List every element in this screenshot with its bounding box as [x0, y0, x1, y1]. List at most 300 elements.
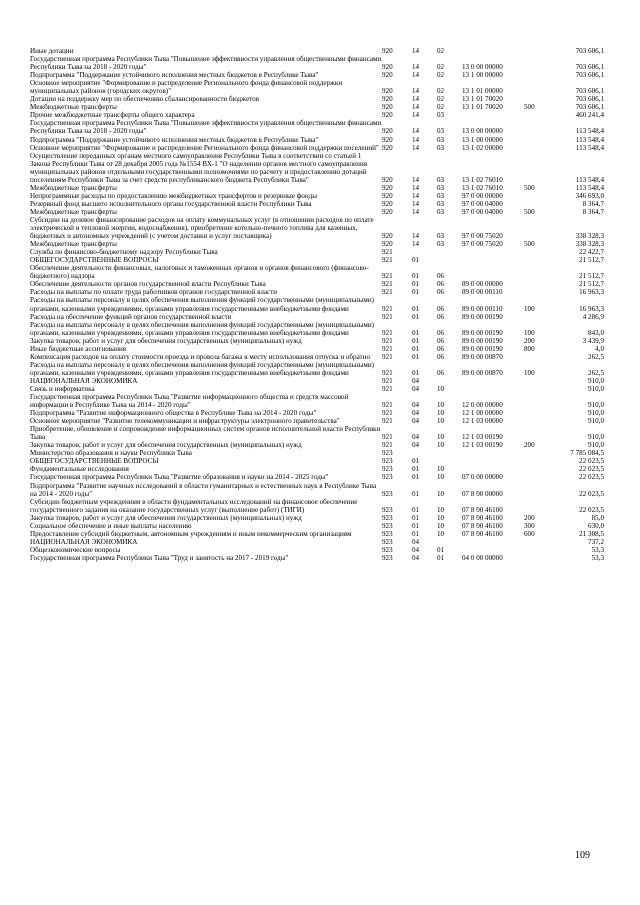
table-row: [30, 200, 604, 208]
row-target-article: [462, 256, 524, 264]
row-amount: 85,0: [591, 513, 604, 522]
row-section-code: 01: [412, 505, 420, 514]
table-row: [30, 377, 604, 385]
row-subsection-code: 03: [437, 191, 445, 200]
row-ved-code: 923: [382, 505, 393, 514]
table-row: [30, 337, 604, 345]
row-ved-code: 921: [382, 384, 393, 393]
row-target-article: 89 0 00 00000: [462, 280, 503, 289]
row-subsection-code: 06: [437, 272, 445, 281]
row-name: Межбюджетные трансферты: [30, 103, 117, 112]
row-expense-type: 200: [524, 336, 535, 345]
table-row: [30, 240, 604, 248]
row-target-article: 89 0 00 00870: [462, 368, 503, 377]
row-expense-type: [524, 473, 554, 481]
row-section-code: 01: [412, 256, 420, 265]
row-subsection-code: 06: [437, 288, 445, 297]
row-subsection-code: 02: [437, 103, 445, 112]
table-row: [30, 321, 604, 337]
row-target-article: [462, 449, 524, 457]
row-amount: 910,0: [588, 401, 604, 410]
row-section-code: 04: [412, 545, 420, 554]
table-row: [30, 361, 604, 377]
table-row: [30, 530, 604, 538]
row-ved-code: 920: [382, 71, 393, 80]
row-subsection-code: 10: [437, 433, 445, 442]
row-section-code: 14: [412, 191, 420, 200]
row-section-code: 01: [412, 513, 420, 522]
row-target-article: [462, 465, 524, 473]
row-section-code: 01: [412, 521, 420, 530]
row-amount: 21 512,7: [579, 280, 604, 289]
row-amount: 910,0: [588, 417, 604, 426]
table-row: [30, 144, 604, 152]
row-target-article: 12 1 03 00000: [462, 417, 503, 426]
row-subsection-code: [437, 538, 462, 546]
row-name: Закупка товаров, работ и услуг для обеспечения государственных (муниципальных) нужд: [30, 441, 302, 450]
row-ved-code: 920: [382, 63, 393, 72]
row-section-code: [412, 248, 437, 256]
table-row: [30, 522, 604, 530]
row-ved-code: 923: [382, 473, 393, 482]
row-name: НАЦИОНАЛЬНАЯ ЭКОНОМИКА: [30, 537, 138, 546]
row-target-article: 89 0 00 00870: [462, 352, 503, 361]
row-section-code: 01: [412, 473, 420, 482]
row-subsection-code: [437, 457, 462, 465]
row-ved-code: 921: [382, 368, 393, 377]
row-expense-type: [524, 264, 554, 280]
row-target-article: 07 8 00 46100: [462, 513, 503, 522]
row-target-article: 97 0 00 75020: [462, 232, 503, 241]
row-expense-type: [524, 465, 554, 473]
row-expense-type: [524, 136, 554, 144]
row-name: Общеэкономические вопросы: [30, 545, 121, 554]
table-row: [30, 184, 604, 192]
row-target-article: 12 1 03 00190: [462, 441, 503, 450]
row-ved-code: 923: [382, 545, 393, 554]
row-name: Социальное обеспечение и иные выплаты населению: [30, 521, 192, 530]
row-section-code: 04: [412, 553, 420, 562]
table-row: [30, 280, 604, 288]
row-expense-type: 500: [524, 183, 535, 192]
row-expense-type: 500: [524, 207, 535, 216]
table-row: [30, 465, 604, 473]
row-name: Предоставление субсидий бюджетным, автономным учреждениям и иным некоммерческим организациям: [30, 529, 352, 538]
table-row: [30, 248, 604, 256]
row-name: Расходы на обеспечение функций органов государственной власти: [30, 312, 232, 321]
row-target-article: 97 0 00 00000: [462, 191, 503, 200]
row-name: Подпрограмма "Поддержание устойчивого исполнения местных бюджетов в Республике Тыва": [30, 71, 319, 80]
row-ved-code: 920: [382, 232, 393, 241]
row-target-article: 13 1 00 00000: [462, 71, 503, 80]
row-section-code: 01: [412, 328, 420, 337]
row-name: Государственная программа Республики Тыва "Повышение эффективности управления общественными финансами Республики Тыва на 2018 - 2020 годы": [30, 119, 382, 136]
row-ved-code: 921: [382, 352, 393, 361]
row-section-code: 01: [412, 280, 420, 289]
row-amount: 703 606,1: [575, 87, 604, 96]
row-name: Субсидии бюджетным учреждениям в области фундаментальных исследований на финансовое обеспечение государственного задания на оказание государственных услуг (выполнение работ) (ТИГИ): [30, 497, 358, 514]
table-row: [30, 79, 604, 95]
row-expense-type: 200: [524, 513, 535, 522]
row-ved-code: 921: [382, 336, 393, 345]
row-section-code: [412, 449, 437, 457]
row-target-article: [462, 546, 524, 554]
row-expense-type: [524, 409, 554, 417]
row-section-code: 14: [412, 143, 420, 152]
row-expense-type: [524, 449, 554, 457]
row-subsection-code: 06: [437, 336, 445, 345]
row-target-article: 13 1 01 00000: [462, 87, 503, 96]
row-section-code: 01: [412, 288, 420, 297]
row-ved-code: 923: [382, 465, 393, 474]
row-subsection-code: 02: [437, 47, 445, 55]
row-ved-code: 920: [382, 199, 393, 208]
row-amount: 262,5: [588, 368, 604, 377]
row-ved-code: 923: [382, 489, 393, 498]
row-subsection-code: 10: [437, 401, 445, 410]
row-amount: 22 023,5: [579, 457, 604, 466]
row-name: Государственная программа Республики Тыва "Развитие образования и науки на 2014 - 2025 годы": [30, 473, 329, 482]
row-name: Основное мероприятие "Формирование и распределение Регионального фонда финансовой поддержки поселений": [30, 143, 379, 152]
row-ved-code: 923: [382, 521, 393, 530]
table-row: [30, 216, 604, 240]
table-row: [30, 554, 604, 562]
row-subsection-code: 10: [437, 473, 445, 482]
table-row: [30, 256, 604, 264]
row-amount: 7 785 084,5: [570, 449, 604, 458]
row-section-code: 14: [412, 127, 420, 136]
row-subsection-code: 06: [437, 304, 445, 313]
row-ved-code: 920: [382, 183, 393, 192]
row-name: Приобретение, обновление и сопровождение информационных систем органов исполнительной власти Республики Тыва: [30, 425, 381, 442]
row-amount: 21 512,7: [579, 272, 604, 281]
row-amount: 910,0: [588, 441, 604, 450]
row-subsection-code: 06: [437, 368, 445, 377]
row-amount: 737,2: [588, 537, 604, 546]
row-subsection-code: 06: [437, 312, 445, 321]
row-amount: 910,0: [588, 433, 604, 442]
row-target-article: 13 1 00 00000: [462, 135, 503, 144]
row-subsection-code: 10: [437, 384, 445, 393]
row-expense-type: [524, 385, 554, 393]
table-row: [30, 538, 604, 546]
row-expense-type: [524, 200, 554, 208]
row-amount: 703 606,1: [575, 95, 604, 104]
row-subsection-code: 10: [437, 465, 445, 474]
row-section-code: 14: [412, 199, 420, 208]
row-amount: 262,5: [588, 352, 604, 361]
row-target-article: [462, 111, 524, 119]
row-expense-type: [524, 192, 554, 200]
row-subsection-code: 03: [437, 143, 445, 152]
row-expense-type: [524, 554, 554, 562]
row-amount: 338 328,3: [575, 232, 604, 241]
row-section-code: 14: [412, 71, 420, 80]
row-ved-code: 921: [382, 433, 393, 442]
row-section-code: 04: [412, 409, 420, 418]
row-section-code: 01: [412, 304, 420, 313]
table-row: [30, 192, 604, 200]
row-target-article: 07 8 00 46100: [462, 529, 503, 538]
row-expense-type: [524, 546, 554, 554]
row-amount: 113 548,4: [575, 127, 604, 136]
table-row: [30, 482, 604, 498]
row-name: Расходы на выплаты персоналу в целях обеспечения выполнения функций государственными (муниципальными) органами, казенными учреждениями, органами управления государственными внебюджетными фондами: [30, 320, 375, 337]
row-amount: 338 328,3: [575, 240, 604, 249]
row-target-article: 13 0 00 00000: [462, 127, 503, 136]
row-target-article: 97 0 00 04000: [462, 199, 503, 208]
row-target-article: 12 1 00 00000: [462, 409, 503, 418]
row-subsection-code: 02: [437, 63, 445, 72]
row-expense-type: [524, 95, 554, 103]
table-row: [30, 296, 604, 312]
row-subsection-code: 10: [437, 529, 445, 538]
table-row: [30, 208, 604, 216]
row-name: Межбюджетные трансферты: [30, 183, 117, 192]
table-row: [30, 264, 604, 280]
row-name: Закупка товаров, работ и услуг для обеспечения государственных (муниципальных) нужд: [30, 336, 302, 345]
row-amount: 703 606,1: [575, 47, 604, 55]
row-expense-type: [524, 216, 554, 240]
row-target-article: 89 0 00 00110: [462, 288, 503, 297]
table-row: [30, 425, 604, 441]
row-subsection-code: 06: [437, 328, 445, 337]
row-amount: 21 308,5: [579, 529, 604, 538]
row-amount: 16 963,3: [579, 288, 604, 297]
row-expense-type: [524, 47, 554, 55]
row-name: ОБЩЕГОСУДАРСТВЕННЫЕ ВОПРОСЫ: [30, 256, 159, 265]
row-section-code: 04: [412, 433, 420, 442]
row-target-article: [462, 377, 524, 385]
table-row: [30, 457, 604, 465]
row-target-article: 07 0 00 00000: [462, 473, 503, 482]
row-expense-type: [524, 417, 554, 425]
row-name: Обеспечение деятельности финансовых, налоговых и таможенных органов и органов финансового (финансово-бюджетного) надзора: [30, 264, 369, 281]
row-expense-type: 100: [524, 328, 535, 337]
row-section-code: 01: [412, 368, 420, 377]
row-amount: 113 548,4: [575, 183, 604, 192]
row-target-article: 89 0 00 00110: [462, 304, 503, 313]
row-subsection-code: [437, 248, 462, 256]
row-amount: 53,3: [591, 553, 604, 562]
row-section-code: 01: [412, 489, 420, 498]
row-target-article: 12 0 00 00000: [462, 401, 503, 410]
row-name: Компенсация расходов на оплату стоимости проезда и провоза багажа к месту использования отпуска и обратно: [30, 352, 370, 361]
table-row: [30, 409, 604, 417]
row-amount: 22 023,5: [579, 465, 604, 474]
row-ved-code: 921: [382, 248, 393, 257]
row-amount: 8 364,7: [582, 207, 604, 216]
row-section-code: 14: [412, 47, 420, 55]
row-name: Межбюджетные трансферты: [30, 207, 117, 216]
row-name: Прочие межбюджетные трансферты общего характера: [30, 111, 195, 120]
row-expense-type: [524, 353, 554, 361]
row-section-code: 04: [412, 376, 420, 385]
row-expense-type: [524, 288, 554, 296]
row-subsection-code: 01: [437, 545, 445, 554]
row-amount: 113 548,4: [575, 135, 604, 144]
row-expense-type: 100: [524, 368, 535, 377]
row-section-code: 14: [412, 63, 420, 72]
row-name: Служба по финансово-бюджетному надзору Республики Тыва: [30, 248, 218, 257]
row-target-article: 07 8 00 46100: [462, 521, 503, 530]
row-ved-code: 921: [382, 272, 393, 281]
row-amount: 16 963,3: [579, 304, 604, 313]
row-section-code: 14: [412, 232, 420, 241]
row-subsection-code: 03: [437, 183, 445, 192]
row-expense-type: [524, 377, 554, 385]
row-section-code: 04: [412, 417, 420, 426]
row-ved-code: 921: [382, 256, 393, 265]
row-subsection-code: 03: [437, 232, 445, 241]
row-section-code: 14: [412, 240, 420, 249]
row-expense-type: 500: [524, 103, 535, 112]
table-row: [30, 417, 604, 425]
row-ved-code: 921: [382, 312, 393, 321]
row-ved-code: 920: [382, 87, 393, 96]
row-ved-code: 921: [382, 409, 393, 418]
row-amount: 3 439,9: [582, 336, 604, 345]
table-row: [30, 47, 604, 55]
row-expense-type: [524, 111, 554, 119]
row-target-article: 04 0 00 00000: [462, 553, 503, 562]
row-ved-code: 923: [382, 553, 393, 562]
row-subsection-code: 06: [437, 352, 445, 361]
row-subsection-code: [437, 377, 462, 385]
row-section-code: 14: [412, 95, 420, 104]
row-subsection-code: [437, 256, 462, 264]
row-name: Дотации на поддержку мер по обеспечению сбалансированности бюджетов: [30, 95, 260, 104]
row-expense-type: 800: [524, 344, 535, 353]
row-section-code: 14: [412, 175, 420, 184]
row-amount: 4 286,9: [582, 312, 604, 321]
table-row: [30, 111, 604, 119]
row-ved-code: 921: [382, 344, 393, 353]
row-expense-type: [524, 71, 554, 79]
row-ved-code: 920: [382, 207, 393, 216]
row-expense-type: [524, 425, 554, 441]
row-expense-type: [524, 538, 554, 546]
row-name: Иные бюджетные ассигнования: [30, 344, 127, 353]
row-name: Основное мероприятие "Развитие телекоммуникации и инфраструктуры электронного правительства": [30, 417, 340, 426]
table-row: [30, 345, 604, 353]
row-subsection-code: 03: [437, 175, 445, 184]
row-section-code: 01: [412, 344, 420, 353]
row-name: Фундаментальные исследования: [30, 465, 129, 474]
row-subsection-code: 03: [437, 207, 445, 216]
row-subsection-code: 03: [437, 199, 445, 208]
row-target-article: 13 1 02 00000: [462, 143, 503, 152]
row-name: Основное мероприятие "Формирование и распределение Регионального фонда финансовой поддержки муниципальных районов (городских округов)": [30, 79, 343, 96]
row-subsection-code: 06: [437, 280, 445, 289]
table-row: [30, 103, 604, 111]
row-section-code: 14: [412, 183, 420, 192]
row-ved-code: 921: [382, 304, 393, 313]
row-name: Государственная программа Республики Тыва "Развитие информационного общества и средств массовой информации в Республике Тыва на 2014 - 2020 годы": [30, 393, 349, 410]
row-section-code: 04: [412, 401, 420, 410]
row-name: Связь и информатика: [30, 384, 95, 393]
row-expense-type: [524, 256, 554, 264]
row-amount: 21 512,7: [579, 256, 604, 265]
row-subsection-code: 02: [437, 95, 445, 104]
row-expense-type: [524, 144, 554, 152]
row-subsection-code: 10: [437, 441, 445, 450]
row-target-article: 97 0 00 04000: [462, 207, 503, 216]
row-amount: 8 364,7: [582, 199, 604, 208]
row-expense-type: 200: [524, 441, 535, 450]
row-ved-code: 920: [382, 143, 393, 152]
table-row: [30, 514, 604, 522]
table-row: [30, 55, 604, 71]
row-target-article: 89 0 00 00190: [462, 312, 503, 321]
row-target-article: 13 1 01 70020: [462, 95, 503, 104]
table-row: [30, 119, 604, 135]
table-row: [30, 353, 604, 361]
table-row: [30, 71, 604, 79]
row-ved-code: 921: [382, 288, 393, 297]
row-target-article: 13 1 02 76010: [462, 183, 503, 192]
budget-table: [30, 47, 604, 562]
row-subsection-code: 02: [437, 71, 445, 80]
row-section-code: 14: [412, 111, 420, 120]
row-name: Подпрограмма "Развитие научных исследований в области гуманитарных и естественных наук в Республике Тыва на 2014 - 2020 годы": [30, 481, 377, 498]
row-name: Субсидии на долевое финансирование расходов на оплату коммунальных услуг (в отношении расходов по оплате электрической и тепловой энергии, водоснабжения), приобретение котельно-печного топлива для казенных, бюджетных и автономных учреждений (с учетом доставки и услуг поставщика): [30, 215, 374, 241]
row-expense-type: [524, 55, 554, 71]
row-amount: 630,0: [588, 521, 604, 530]
row-amount: 910,0: [588, 409, 604, 418]
row-target-article: [462, 385, 524, 393]
row-subsection-code: [437, 449, 462, 457]
row-amount: 22 023,5: [579, 473, 604, 482]
row-ved-code: 923: [382, 457, 393, 466]
row-name: Обеспечение деятельности органов государственной власти Республики Тыва: [30, 280, 266, 289]
table-row: [30, 441, 604, 449]
row-section-code: 01: [412, 312, 420, 321]
row-expense-type: [524, 152, 554, 184]
row-ved-code: 921: [382, 280, 393, 289]
row-name: Иные дотации: [30, 47, 74, 55]
table-row: [30, 313, 604, 321]
row-name: Государственная программа Республики Тыва "Повышение эффективности управления общественными финансами Республики Тыва на 2018 - 2020 годы": [30, 55, 382, 72]
row-subsection-code: 10: [437, 505, 445, 514]
row-ved-code: 923: [382, 529, 393, 538]
row-expense-type: 300: [524, 521, 535, 530]
row-amount: 113 548,4: [575, 143, 604, 152]
row-subsection-code: 03: [437, 111, 445, 120]
row-target-article: 97 0 00 75020: [462, 240, 503, 249]
row-subsection-code: 01: [437, 553, 445, 562]
page-number: 109: [575, 850, 590, 861]
row-ved-code: 921: [382, 401, 393, 410]
row-ved-code: 920: [382, 191, 393, 200]
row-expense-type: 100: [524, 304, 535, 313]
row-subsection-code: 10: [437, 513, 445, 522]
row-section-code: 14: [412, 135, 420, 144]
row-name: Государственная программа Республики Тыва "Труд и занятость на 2017 - 2019 годы": [30, 553, 289, 562]
row-ved-code: 923: [382, 537, 393, 546]
row-expense-type: [524, 248, 554, 256]
row-target-article: [462, 47, 524, 55]
row-section-code: 14: [412, 207, 420, 216]
row-ved-code: 920: [382, 47, 393, 55]
row-amount: 22 023,5: [579, 505, 604, 514]
row-expense-type: 500: [524, 240, 535, 249]
row-subsection-code: 06: [437, 344, 445, 353]
row-amount: 460 241,4: [575, 111, 604, 120]
row-expense-type: [524, 313, 554, 321]
row-ved-code: 920: [382, 111, 393, 120]
row-target-article: 89 0 00 00190: [462, 344, 503, 353]
